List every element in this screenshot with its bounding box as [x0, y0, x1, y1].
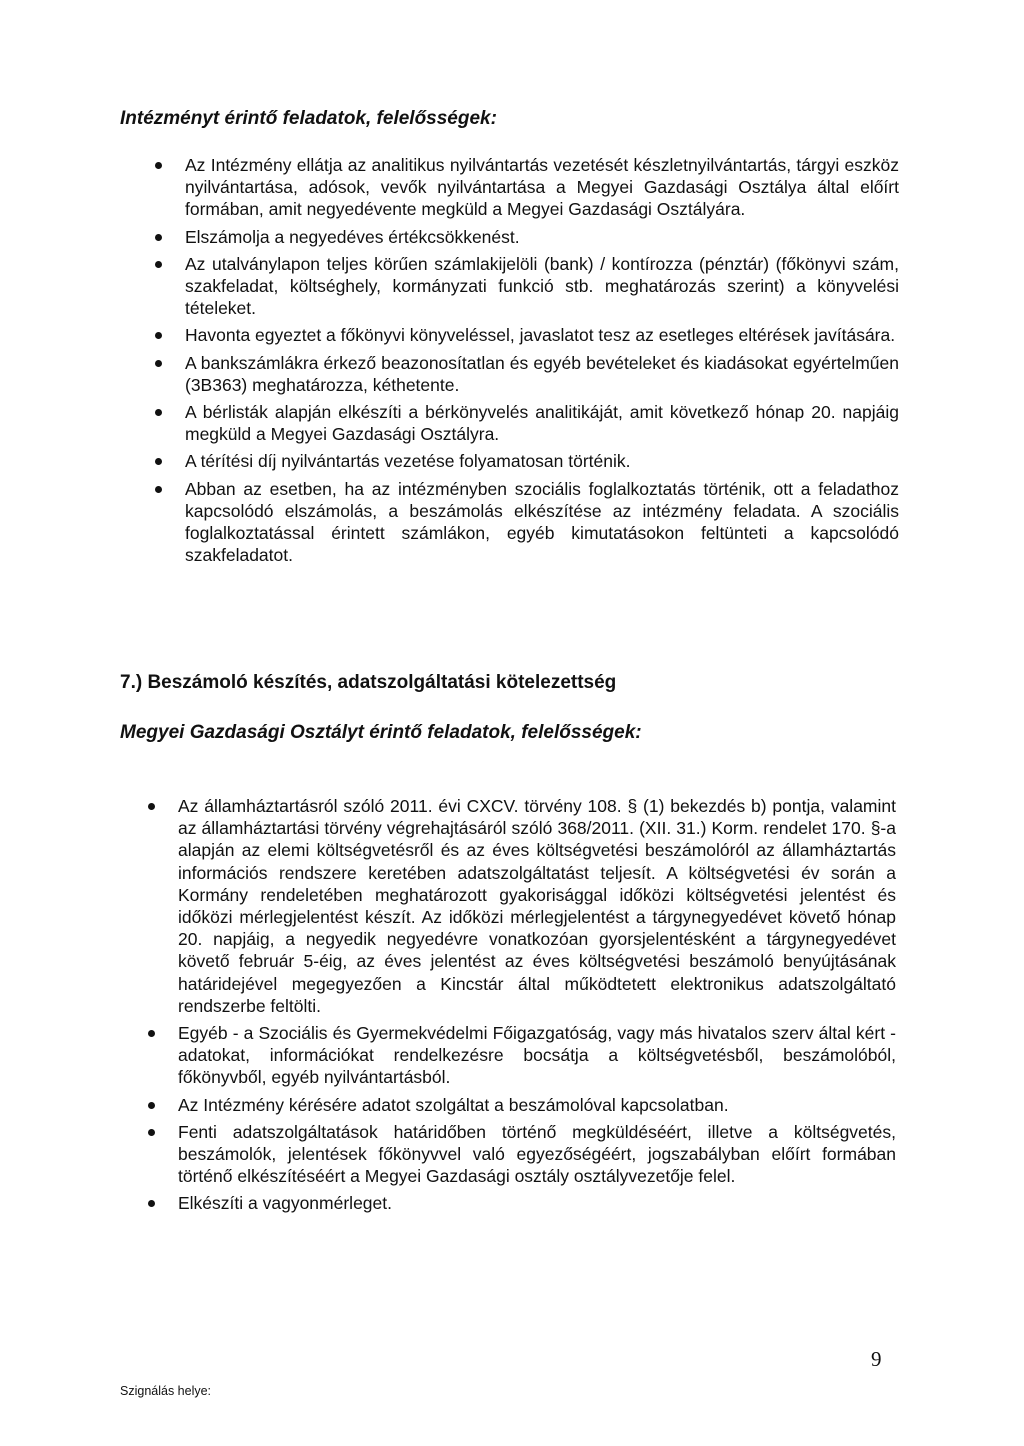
- list-item-text: Abban az esetben, ha az intézményben szociális foglalkoztatás történik, ott a feladathoz kapcsolódó elszámolás, a beszámolás elkészítése az intézmény feladata. A szociális foglalkoztatással érintett számlákon, egyéb kimutatásokon feltünteti a kapcsolódó szakfeladatot.: [185, 478, 899, 566]
- list-item: [155, 478, 899, 567]
- list-item-text: Az Intézmény ellátja az analitikus nyilvántartás vezetését készletnyilvántartás, tárgyi eszköz nyilvántartása, adósok, vevők nyilvántartása a Megyei Gazdasági Osztálya által előírt formában, amit negyedévente megküld a Megyei Gazdasági Osztályára.: [185, 155, 899, 220]
- bullet-icon: [155, 360, 162, 367]
- list-item-text: Elszámolja a negyedéves értékcsökkenést.: [185, 226, 520, 247]
- list-item-text: A bankszámlákra érkező beazonosítatlan és egyéb bevételeket és kiadásokat egyértelműen (3B363) meghatározza, kéthetente.: [185, 352, 899, 395]
- signature-label: Szignálás helye:: [120, 1384, 212, 1398]
- bullet-icon: [155, 486, 162, 493]
- bullet-icon: [148, 1200, 155, 1207]
- page-number: 9: [871, 1347, 882, 1371]
- institution-task-list: [155, 154, 899, 571]
- list-item: [148, 1121, 896, 1188]
- list-item-text: Az államháztartásról szóló 2011. évi CXCV. törvény 108. § (1) bekezdés b) pontja, valamint az államháztartási törvény végrehajtásáról szóló 368/2011. (XII. 31.) Korm. rendelet 170. §-a alapján az elemi költségvetésről és az éves költségvetési beszámolóról az államháztartás információs rendszere keretében adatszolgáltatást teljesít. A költségvetési év során a Kormány rendeletében meghatározott gyakorisággal időközi költségvetési jelentést és időközi mérlegjelentést készít. Az időközi mérlegjelentést a tárgynegyedévet követő hónap 20. napjáig, a negyedik negyedévre vonatkozóan gyorsjelentésként a tárgynegyedévet követő február 5-éig, az éves jelentést az éves költségvetési beszámoló benyújtásának határidejével megegyezően a Kincstár által működtetett elektronikus adatszolgáltató rendszerbe feltölti.: [178, 796, 896, 1016]
- bullet-icon: [155, 234, 162, 241]
- list-item: [155, 324, 899, 346]
- list-item-text: Fenti adatszolgáltatások határidőben történő megküldéséért, illetve a költségvetés, beszámolók, jelentések főkönyvvel való egyezőségéért, jogszabályban előírt formában történő elkészítéséért a Megyei Gazdasági osztály osztályvezetője felel.: [178, 1121, 896, 1187]
- list-item-text: Az Intézmény kérésére adatot szolgáltat a beszámolóval kapcsolatban.: [178, 1094, 729, 1115]
- list-item-text: Havonta egyeztet a főkönyvi könyveléssel, javaslatot tesz az esetleges eltérések javítására.: [185, 325, 896, 346]
- list-item: [148, 795, 896, 1017]
- list-item: [148, 1094, 896, 1116]
- list-item: [155, 154, 899, 221]
- economic-department-task-list: [148, 795, 896, 1220]
- list-item-text: A bérlisták alapján elkészíti a bérkönyvelés analitikáját, amit következő hónap 20. napjáig megküld a Megyei Gazdasági Osztályra.: [185, 402, 899, 445]
- list-item-text: A térítési díj nyilvántartás vezetése folyamatosan történik.: [185, 451, 631, 472]
- list-item: [155, 253, 899, 320]
- list-item: [148, 1022, 896, 1089]
- bullet-icon: [148, 1030, 155, 1037]
- bullet-icon: [148, 1129, 155, 1136]
- list-item-text: Elkészíti a vagyonmérleget.: [178, 1193, 392, 1214]
- bullet-icon: [148, 803, 155, 810]
- bullet-icon: [155, 409, 162, 416]
- bullet-icon: [155, 162, 162, 169]
- bullet-icon: [148, 1102, 155, 1109]
- list-item: [155, 401, 899, 445]
- list-item: [155, 226, 899, 248]
- list-item: [155, 352, 899, 396]
- list-item-text: Egyéb - a Szociális és Gyermekvédelmi Főigazgatóság, vagy más hivatalos szerv által kért - adatokat, információkat rendelkezésre bocsátja a költségvetésből, beszámolóból, főkönyvből, egyéb nyilvántartásból.: [178, 1023, 896, 1088]
- list-item: [155, 450, 899, 472]
- bullet-icon: [155, 458, 162, 465]
- bullet-icon: [155, 261, 162, 268]
- list-item-text: Az utalványlapon teljes körűen számlakijelöli (bank) / kontírozza (pénztár) (főkönyvi szám, szakfeladat, költséghely, kormányzati funkció stb. meghatározás szerint) a könyvelési tételeket.: [185, 253, 899, 319]
- bullet-icon: [155, 332, 162, 339]
- section-heading-institution: Intézményt érintő feladatok, felelősségek:: [120, 108, 497, 129]
- list-item: [148, 1192, 896, 1214]
- section-title-reporting: 7.) Beszámoló készítés, adatszolgáltatási kötelezettség: [120, 672, 617, 693]
- section-heading-economic-department: Megyei Gazdasági Osztályt érintő feladatok, felelősségek:: [120, 722, 642, 743]
